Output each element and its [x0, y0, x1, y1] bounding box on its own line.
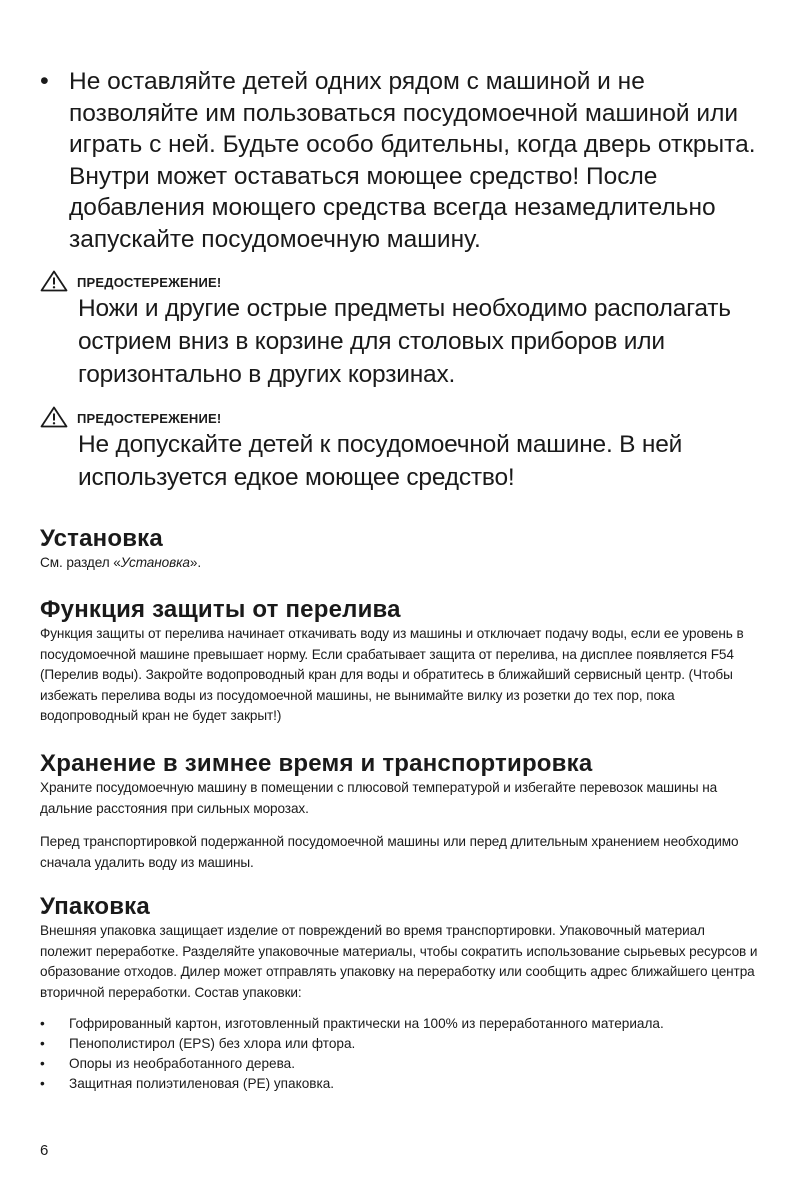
bullet-dot: •	[40, 1036, 45, 1051]
installation-text-suffix: ».	[189, 555, 202, 570]
bullet-dot: •	[40, 67, 49, 95]
section-heading: Упаковка	[40, 893, 150, 920]
bullet-dot: •	[40, 1016, 45, 1031]
warning-triangle-icon	[40, 406, 68, 428]
section-heading: Установка	[40, 525, 163, 552]
section-text: Перед транспортировкой подержанной посудомоечной машины или перед длительным хранением необходимо сначала удалить воду из машины.	[40, 834, 739, 870]
section-overflow-protection	[40, 596, 758, 727]
list-item: • Гофрированный картон, изготовленный практически на 100% из переработанного материала.	[40, 1014, 758, 1034]
section-text: Функция защиты от перелива начинает откачивать воду из машины и отключает подачу воды, если ее уровень в посудомоечной машине превышает норму. Если срабатывает защита от перелива, на дисплее появляется F54 (Перелив воды). Закройте водопроводный кран для воды и обратитесь в ближайший сервисный центр. (Чтобы избежать перелива воды из посудомоечной машины, не вынимайте вилку из розетки до тех пор, пока водопроводный кран не будет закрыт!)	[40, 626, 744, 723]
list-item: • Защитная полиэтиленовая (PE) упаковка.	[40, 1074, 758, 1094]
warning-triangle-icon	[40, 270, 68, 292]
list-item: • Опоры из необработанного дерева.	[40, 1054, 758, 1074]
section-text: Внешняя упаковка защищает изделие от повреждений во время транспортировки. Упаковочный материал полежит переработке. Разделяйте упаковочные материалы, чтобы сократить использование сырьевых ресурсов и образование отходов. Дилер может отправлять упаковку на переработку или сообщить адрес ближайшего центра вторичной переработки. Состав упаковки:	[40, 923, 758, 1000]
intro-bullet-text: Не оставляйте детей одних рядом с машиной и не позволяйте им пользоваться посудомоечной машиной или играть с ней. Будьте особо бдительны, когда дверь открыта. Внутри может оставаться моющее средство! После добавления моющего средства всегда незамедлительно запускайте посудомоечную машину.	[69, 68, 756, 253]
warning-label: ПРЕДОСТЕРЕЖЕНИЕ!	[77, 411, 222, 426]
packaging-list	[40, 1014, 758, 1094]
page-number: 6	[40, 1142, 49, 1159]
section-heading: Функция защиты от перелива	[40, 596, 401, 623]
warning-block-knives	[40, 270, 760, 391]
list-item: • Пенополистирол (EPS) без хлора или фтора.	[40, 1034, 758, 1054]
section-packaging	[40, 893, 758, 1094]
warning-text: Ножи и другие острые предметы необходимо располагать острием вниз в корзине для столовых приборов или горизонтально в других корзинах.	[78, 295, 731, 388]
section-text: Храните посудомоечную машину в помещении с плюсовой температурой и избегайте перевозок машины на дальние расстояния при сильных морозах.	[40, 780, 718, 816]
installation-reference: Установка	[120, 555, 190, 570]
section-installation	[40, 525, 758, 574]
bullet-dot: •	[40, 1076, 45, 1091]
bullet-dot: •	[40, 1056, 45, 1071]
section-heading: Хранение в зимнее время и транспортировка	[40, 750, 593, 777]
section-text	[40, 553, 758, 574]
installation-text-prefix: См. раздел «	[40, 555, 121, 570]
section-winter-storage	[40, 750, 758, 873]
intro-bullet	[40, 66, 756, 255]
warning-text: Не допускайте детей к посудомоечной машине. В ней используется едкое моющее средство!	[78, 431, 683, 491]
warning-block-children	[40, 406, 760, 494]
warning-label: ПРЕДОСТЕРЕЖЕНИЕ!	[77, 275, 222, 290]
